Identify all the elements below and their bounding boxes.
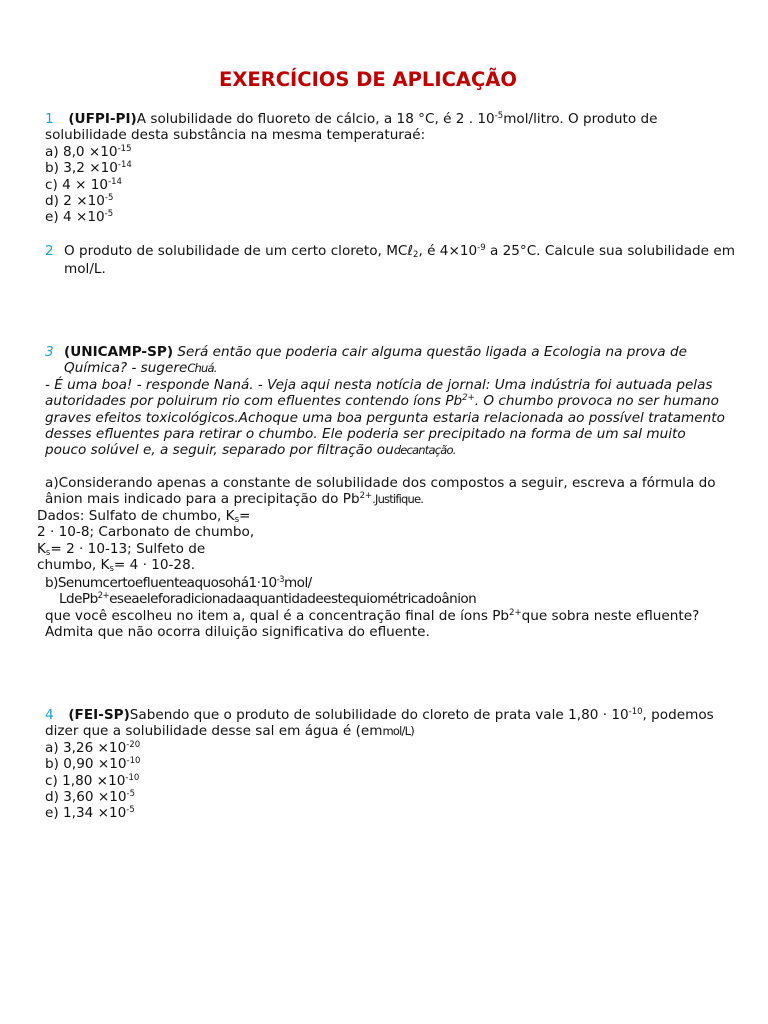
- option-b: b) $0,90 \times 10^{-10}$: [45, 756, 141, 773]
- option-c: c) $4 \times 10^{-14}$: [45, 176, 122, 193]
- paragraph-line: graves efeitos toxicológicos.Achoque uma boa pergunta estaria relacionada ao possível tratamento: [45, 409, 725, 426]
- question-source: (UNICAMP-SP): [64, 344, 174, 360]
- question-number: 1: [45, 111, 54, 127]
- item-a-line-2: ânion mais indicado para a precipitação do $Pb^{2+}.Justifique$.: [45, 491, 424, 508]
- item-b-line-4: Admita que não ocorra diluição significativa do efluente.: [45, 624, 430, 641]
- page-title: EXERCÍCIOS DE APLICAÇÃO: [219, 68, 517, 91]
- item-b-line-1: $b)Senumcertoefluenteaquosohá1\cdot 10^{-3}mol/$: [45, 575, 312, 591]
- question-2-line-2: mol/L.: [64, 261, 106, 278]
- paragraph-line: autoridades por poluirum rio com efluentes contendo íons $Pb^{2+}$. O chumbo provoca no ser humano: [45, 393, 719, 410]
- option-e: e) $1,34 \times 10^{-5}$: [45, 805, 135, 822]
- question-3-item-b: [45, 575, 745, 641]
- option-b: b) $3,2 \times 10^{-14}$: [45, 160, 132, 177]
- question-number: 2: [45, 243, 54, 259]
- question-3-dados: [37, 508, 337, 574]
- question-3-line-1: 3 (UNICAMP-SP) Será então que poderia cair alguma questão ligada a Ecologia na prova de: [45, 344, 687, 360]
- paragraph-line: desses efluentes para retirar o chumbo. Ele poderia ser precipitado na forma de um sal muito: [45, 426, 686, 443]
- option-c: c) $1,80 \times 10^{-10}$: [45, 772, 140, 789]
- question-source: (UFPI-PI): [68, 111, 137, 127]
- question-3-item-a: [45, 475, 745, 508]
- question-1-line-1: 1 (UFPI-PI)A solubilidade do fluoreto de cálcio, a 18 °C, é 2 . $10^{-5}mol$/litro. O produto de: [45, 111, 658, 127]
- question-number: 3: [45, 344, 54, 360]
- question-3: [45, 344, 738, 459]
- question-4: [45, 707, 745, 822]
- item-b-line-3: que você escolheu no item a, qual é a concentração final de íons $Pb^{2+}que$ sobra neste efluente?: [45, 607, 700, 624]
- option-a: a) $8,0 \times 10^{-15}$: [45, 143, 132, 160]
- question-source: (FEI-SP): [68, 707, 130, 723]
- question-1-line-2: solubilidade desta substância na mesma temperaturaé:: [45, 127, 426, 144]
- option-a: a) $3,26 \times 10^{-20}$: [45, 739, 141, 756]
- question-2: [45, 243, 745, 278]
- item-b-line-2: LdePb$^{2+}$eseaeleforadicionadaaquantidadeestequiométricadoânion: [59, 591, 477, 608]
- question-3-paragraph: [45, 377, 738, 459]
- paragraph-line: - É uma boa! - responde Naná. - Veja aqui nesta notícia de jornal: Uma indústria foi autuada pelas: [45, 376, 713, 393]
- option-d: d) $2 \times 10^{-5}$: [45, 193, 114, 210]
- paragraph-line: pouco solúvel e, a seguir, separado por filtração oudecantação.: [45, 442, 456, 459]
- question-1: [45, 111, 745, 226]
- dados-line-4: chumbo, $K_s= 4 \cdot 10-28$.: [37, 557, 196, 575]
- dados-line-2: 2 · 10-8; Carbonato de chumbo,: [37, 524, 255, 541]
- question-3-line-2: Química? - sugereChuá.: [64, 360, 217, 377]
- option-d: d) $3,60 \times 10^{-5}$: [45, 789, 136, 806]
- question-4-line-2: dizer que a solubilidade desse sal em água é (emmol/L): [45, 723, 414, 740]
- question-number: 4: [45, 707, 54, 723]
- question-2-line-1: 2 O produto de solubilidade de um certo cloreto, MCℓ$_2$, é $4\times 10^{-9}$ a 25°C. Calcule sua solubilidade em: [45, 243, 735, 260]
- option-e: e) $4 \times 10^{-5}$: [45, 209, 114, 226]
- dados-line-3: $K_s= 2 \cdot 10-13$; Sulfeto de: [37, 540, 206, 558]
- question-4-line-1: 4 (FEI-SP)Sabendo que o produto de solubilidade do cloreto de prata vale $1,80 \cdot 10^{-10}$, podemos: [45, 707, 714, 723]
- dados-line-1: Dados: Sulfato de chumbo, $K_s=$: [37, 508, 251, 525]
- item-a-line-1: a)Considerando apenas a constante de solubilidade dos compostos a seguir, escreva a fórmula do: [45, 475, 716, 491]
